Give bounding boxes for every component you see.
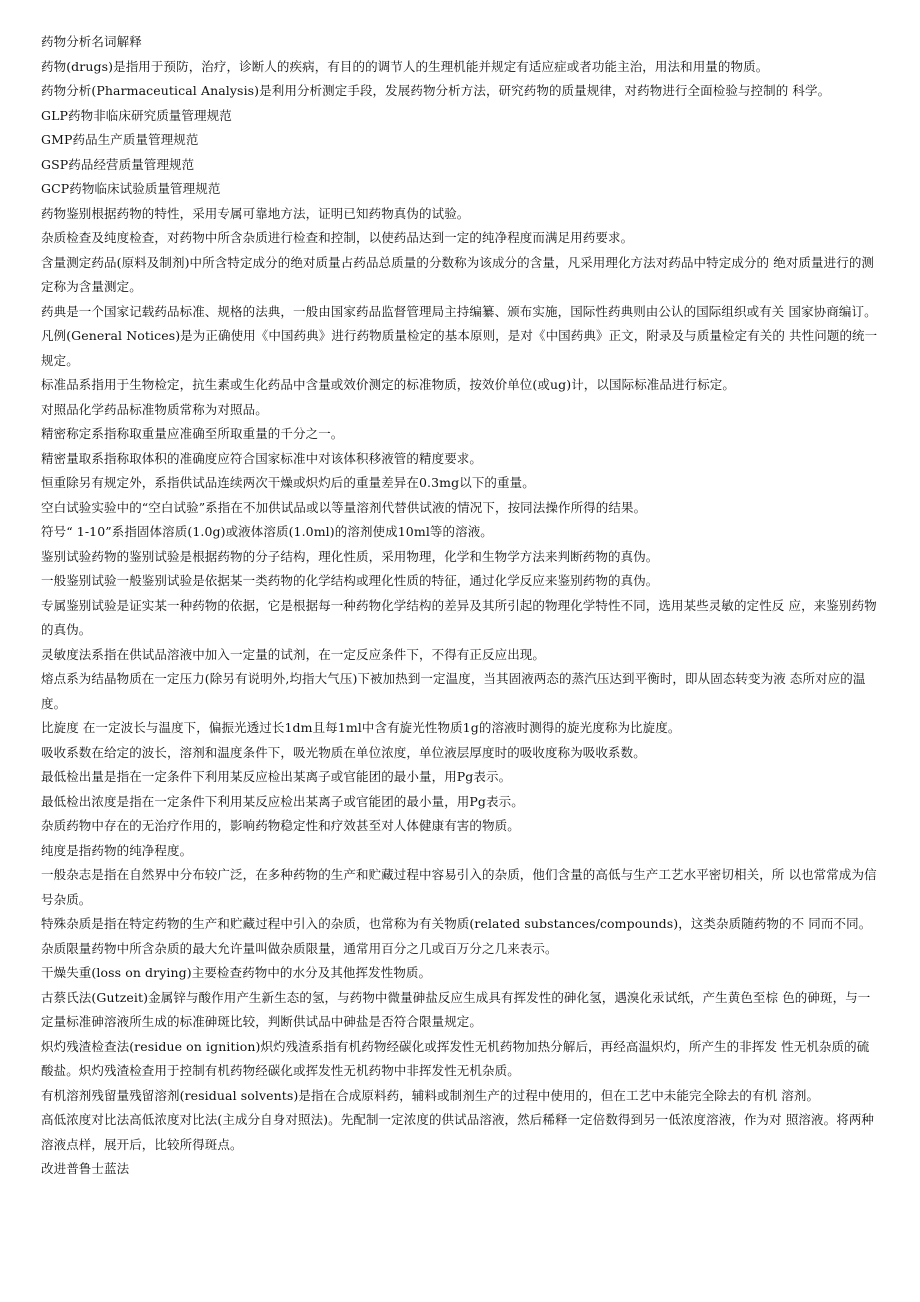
paragraph: 一般鉴别试验一般鉴别试验是依据某一类药物的化学结构或理化性质的特征，通过化学反应来鉴别药物的真伪。 (41, 573, 659, 588)
paragraph: 符号“ 1-10”系指固体溶质(1.0g)或液体溶质(1.0ml)的溶剂使成10ml等的溶液。 (41, 524, 493, 539)
paragraph: 药物鉴别根据药物的特性，采用专属可靠地方法，证明已知药物真伪的试验。 (41, 205, 470, 221)
paragraph: 特殊杂质是指在特定药物的生产和贮藏过程中引入的杂质，也常称为有关物质(related substances/compounds)，这类杂质随药物的不 同而不同。 (41, 916, 872, 931)
paragraph: GMP药品生产质量管理规范 (41, 132, 199, 147)
paragraph: GSP药品经营质量管理规范 (41, 156, 195, 172)
paragraph: 标准品系指用于生物检定，抗生素或生化药品中含量或效价测定的标准物质，按效价单位(或ug)计，以国际标准品进行标定。 (41, 377, 736, 392)
paragraph: 有机溶剂残留量残留溶剂(residual solvents)是指在合成原料药，辅料或制剂生产的过程中使用的，但在工艺中未能完全除去的有机 溶剂。 (41, 1087, 820, 1103)
paragraph: 灵敏度法系指在供试品溶液中加入一定量的试剂，在一定反应条件下，不得有正反应出现。 (41, 646, 546, 662)
paragraph: GCP药物临床试验质量管理规范 (41, 181, 221, 196)
paragraph: 空白试验实验中的“空白试验”系指在不加供试品或以等量溶剂代替供试液的情况下，按同法操作所得的结果。 (41, 499, 647, 515)
paragraph: 精密称定系指称取重量应准确至所取重量的千分之一。 (41, 426, 344, 441)
paragraph: 高低浓度对比法高低浓度对比法(主成分自身对照法)。先配制一定浓度的供试品溶液，然后稀释一定倍数得到另一低浓度溶液，作为对 照溶液。将两种溶液点样，展开后，比较所得斑点。 (41, 1112, 875, 1152)
paragraph: 比旋度 在一定波长与温度下，偏振光透过长1dm且每1ml中含有旋光性物质1g的溶液时测得的旋光度称为比旋度。 (41, 720, 681, 735)
paragraph: 药物分析(Pharmaceutical Analysis)是利用分析测定手段，发展药物分析方法，研究药物的质量规律，对药物进行全面检验与控制的 科学。 (41, 83, 831, 98)
paragraph: 鉴别试验药物的鉴别试验是根据药物的分子结构，理化性质，采用物理，化学和生物学方法来判断药物的真伪。 (41, 548, 659, 564)
paragraph: 古蔡氏法(Gutzeit)金属锌与酸作用产生新生态的氢，与药物中微量砷盐反应生成具有挥发性的砷化氢，遇溴化汞试纸，产生黄色至棕 色的砷斑，与一定量标准砷溶液所生成的标准砷斑比较，判断供试品中砷盐是否符合限量规定。 (41, 989, 871, 1029)
paragraph: 吸收系数在给定的波长，溶剂和温度条件下，吸光物质在单位浓度，单位液层厚度时的吸收度称为吸收系数。 (41, 744, 646, 760)
paragraph: 纯度是指药物的纯净程度。 (41, 842, 193, 858)
paragraph: 精密量取系指称取体积的准确度应符合国家标准中对该体积移液管的精度要求。 (41, 450, 483, 466)
paragraph: 炽灼残渣检查法(residue on ignition)炽灼残渣系指有机药物经碳化或挥发性无机药物加热分解后，再经高温炽灼，所产生的非挥发 性无机杂质的硫酸盐。炽灼残渣检查用于控制有机药物经碳化或挥发性无机药物中非挥发性无机杂质。 (41, 1038, 870, 1078)
paragraph: 改进普鲁士蓝法 (41, 1161, 130, 1176)
paragraph: 专属鉴别试验是证实某一种药物的依据，它是根据每一种药物化学结构的差异及其所引起的物理化学特性不同，选用某些灵敏的定性反 应，来鉴别药物的真伪。 (41, 597, 877, 637)
paragraph: 最低检出浓度是指在一定条件下利用某反应检出某离子或官能团的最小量，用Pg表示。 (41, 793, 524, 809)
paragraph: 含量测定药品(原料及制剂)中所含特定成分的绝对质量占药品总质量的分数称为该成分的含量，凡采用理化方法对药品中特定成分的 绝对质量进行的测定称为含量测定。 (41, 254, 875, 294)
paragraph: 杂质限量药物中所含杂质的最大允许量叫做杂质限量，通常用百分之几或百万分之几来表示。 (41, 940, 558, 956)
paragraph: 药典是一个国家记载药品标准、规格的法典，一般由国家药品监督管理局主持编纂、颁布实施，国际性药典则由公认的国际组织或有关 国家协商编订。 (41, 303, 877, 319)
paragraph: GLP药物非临床研究质量管理规范 (41, 107, 232, 123)
document-body (41, 55, 880, 1182)
paragraph: 最低检出量是指在一定条件下利用某反应检出某离子或官能团的最小量，用Pg表示。 (41, 769, 512, 784)
paragraph: 凡例(General Notices)是为正确使用《中国药典》进行药物质量检定的基本原则，是对《中国药典》正文，附录及与质量检定有关的 共性问题的统一规定。 (41, 328, 878, 368)
paragraph: 恒重除另有规定外，系指供试品连续两次干燥或炽灼后的重量差异在0.3mg以下的重量。 (41, 475, 535, 490)
paragraph: 杂质药物中存在的无治疗作用的，影响药物稳定性和疗效甚至对人体健康有害的物质。 (41, 818, 520, 833)
paragraph: 对照品化学药品标准物质常称为对照品。 (41, 401, 268, 417)
paragraph: 干燥失重(loss on drying)主要检查药物中的水分及其他挥发性物质。 (41, 965, 432, 980)
paragraph: 药物(drugs)是指用于预防，治疗，诊断人的疾病，有目的的调节人的生理机能并规定有适应症或者功能主治，用法和用量的物质。 (41, 58, 769, 74)
paragraph: 杂质检查及纯度检查，对药物中所含杂质进行检查和控制，以使药品达到一定的纯净程度而满足用药要求。 (41, 230, 634, 245)
paragraph: 一般杂志是指在自然界中分布较广泛，在多种药物的生产和贮藏过程中容易引入的杂质，他们含量的高低与生产工艺水平密切相关，所 以也常常成为信号杂质。 (41, 867, 877, 907)
paragraph: 熔点系为结晶物质在一定压力(除另有说明外,均指大气压)下被加热到一定温度，当其固液两态的蒸汽压达到平衡时，即从固态转变为液 态所对应的温度。 (41, 671, 866, 711)
document-title: 药物分析名词解释 (41, 34, 142, 49)
